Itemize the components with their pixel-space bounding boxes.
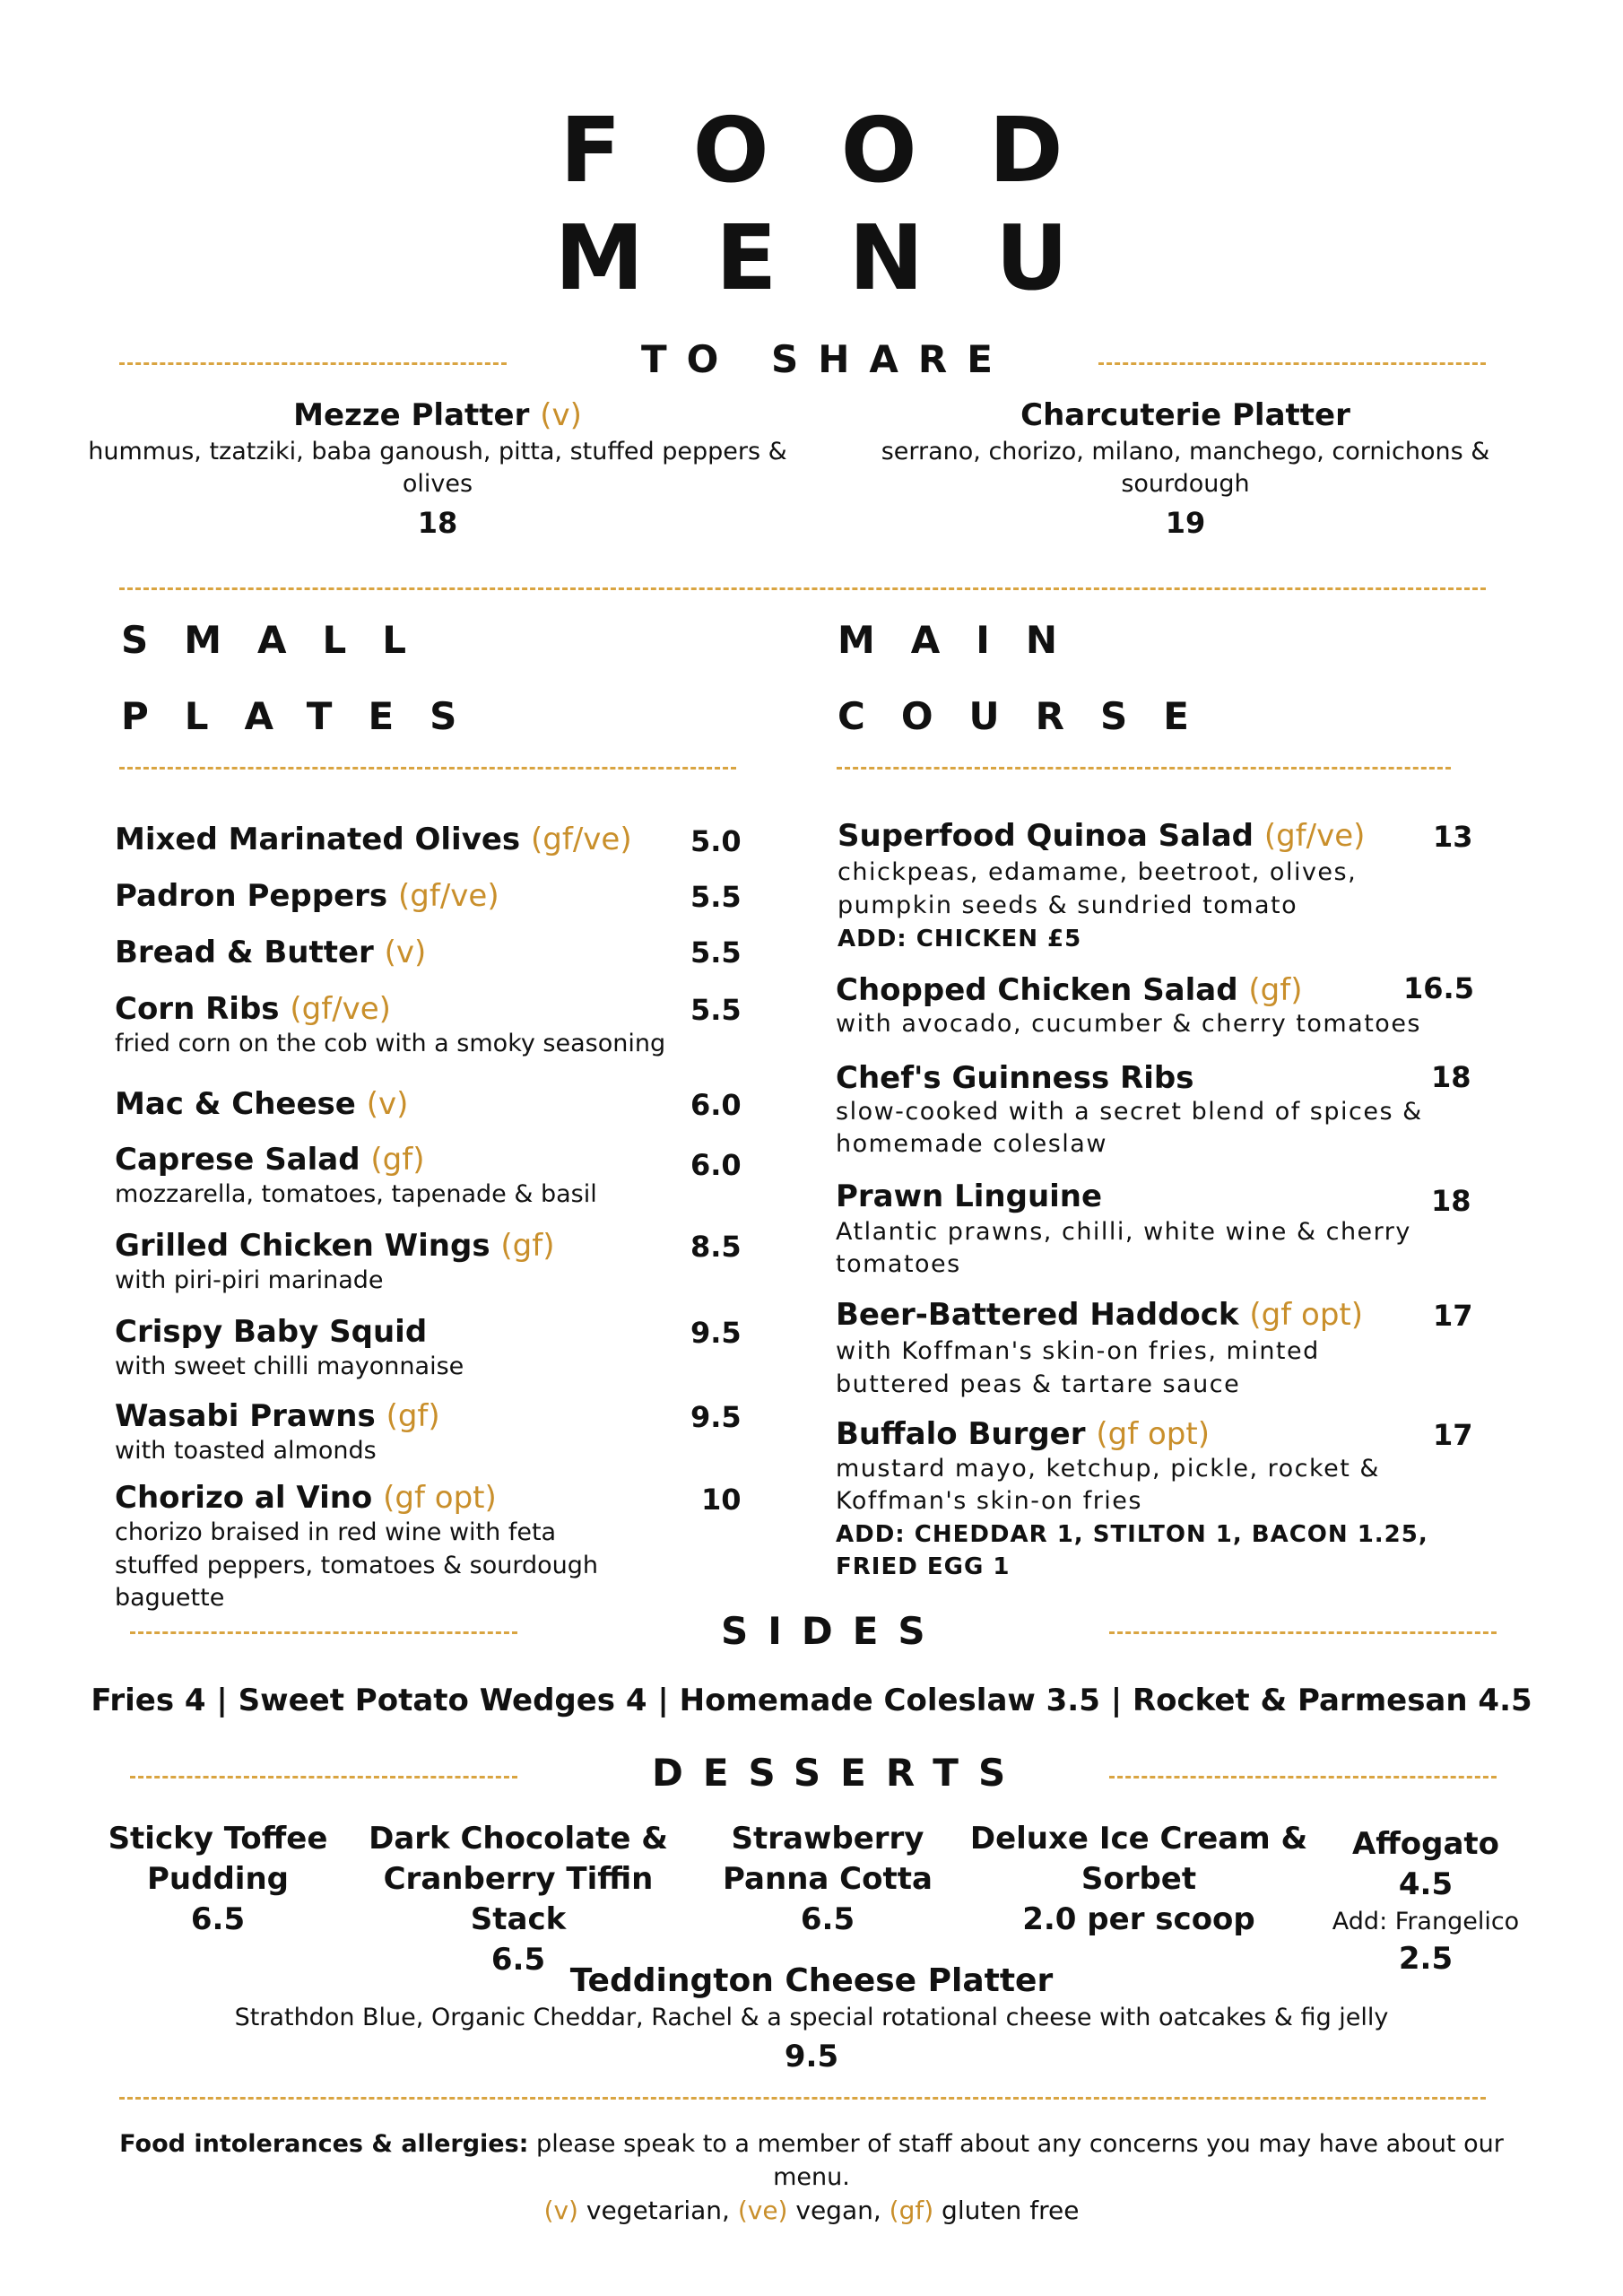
main-add: FRIED EGG 1	[836, 1553, 1011, 1580]
dessert-name: Strawberry	[731, 1821, 924, 1857]
main-name: Chopped Chicken Salad (gf)	[836, 972, 1303, 1008]
main-desc: tomatoes	[836, 1250, 961, 1278]
key-gf: (gf)	[889, 2196, 934, 2225]
desserts-rule-right	[1109, 1776, 1497, 1779]
main-desc: buttered peas & tartare sauce	[836, 1370, 1241, 1398]
small-plate-desc: stuffed peppers, tomatoes & sourdough	[115, 1552, 598, 1579]
small-plate-price: 10	[701, 1483, 742, 1517]
allergy-notice-cont: menu.	[773, 2163, 850, 2191]
small-plate-name: Bread & Butter (v)	[115, 935, 427, 970]
small-plate-desc: baguette	[115, 1584, 225, 1612]
sides-list: Fries 4 | Sweet Potato Wedges 4 | Homemade Coleslaw 3.5 | Rocket & Parmesan 4.5	[91, 1683, 1532, 1718]
main-name: Chef's Guinness Ribs	[836, 1060, 1194, 1096]
cheese-platter-name: Teddington Cheese Platter	[569, 1962, 1054, 1999]
main-price: 17	[1433, 1299, 1473, 1333]
main-desc: pumpkin seeds & sundried tomato	[838, 891, 1298, 919]
diet-tag: (gf)	[370, 1142, 425, 1178]
main-name: Superfood Quinoa Salad (gf/ve)	[838, 818, 1366, 854]
share-item-charcuterie	[818, 395, 1553, 544]
main-add: ADD: CHICKEN £5	[838, 926, 1082, 952]
small-plate-price: 8.5	[690, 1230, 742, 1264]
sides-title: SIDES	[721, 1609, 945, 1653]
item-price: 18	[417, 506, 458, 540]
dessert-price: 4.5	[1398, 1866, 1454, 1902]
dessert-tiffin-stack	[339, 1819, 698, 1980]
item-desc: serrano, chorizo, milano, manchego, cornichons &	[881, 438, 1490, 465]
cheese-platter-price: 9.5	[784, 2039, 839, 2074]
dessert-name: Cranberry Tiffin Stack	[383, 1861, 654, 1937]
key-v-label: vegetarian,	[577, 2196, 738, 2225]
main-price: 17	[1433, 1418, 1473, 1452]
share-title: TO SHARE	[641, 337, 1012, 381]
diet-tag: (gf opt)	[1096, 1416, 1210, 1452]
small-plate-desc: mozzarella, tomatoes, tapenade & basil	[115, 1180, 597, 1208]
small-plate-name: Grilled Chicken Wings (gf)	[115, 1228, 555, 1264]
small-plate-desc: with piri-piri marinade	[115, 1266, 384, 1294]
small-plate-desc: with toasted almonds	[115, 1437, 377, 1465]
diet-tag: (v)	[366, 1086, 409, 1122]
share-rule-left	[119, 362, 507, 365]
key-ve: (ve)	[737, 2196, 788, 2225]
main-desc: slow-cooked with a secret blend of spices &	[836, 1098, 1423, 1126]
dessert-sticky-toffee	[88, 1819, 348, 1940]
small-plate-name: Corn Ribs (gf/ve)	[115, 991, 391, 1027]
item-desc: olives	[402, 470, 473, 498]
share-item-mezze	[70, 395, 805, 544]
dessert-price: 6.5	[800, 1901, 855, 1937]
small-plate-price: 5.5	[690, 935, 742, 970]
dessert-name: Panna Cotta	[723, 1861, 933, 1897]
dessert-affogato	[1318, 1824, 1533, 1979]
dessert-addon: Add: Frangelico	[1332, 1908, 1520, 1935]
diet-tag: (v)	[384, 935, 427, 970]
diet-tag: (gf/ve)	[1263, 818, 1366, 854]
cheese-platter-desc: Strathdon Blue, Organic Cheddar, Rachel & a special rotational cheese with oatcakes & fig jelly	[234, 2004, 1389, 2031]
item-name: Mezze Platter	[293, 397, 530, 433]
small-plate-price: 5.5	[690, 993, 742, 1027]
diet-key	[0, 2193, 1623, 2229]
allergy-notice-text: please speak to a member of staff about any concerns you may have about our	[528, 2130, 1504, 2158]
desserts-rule-left	[130, 1776, 517, 1779]
sides-rule-left	[130, 1631, 517, 1634]
title-menu: MENU	[554, 205, 1141, 310]
small-plate-name: Caprese Salad (gf)	[115, 1142, 425, 1178]
diet-tag: (gf)	[386, 1398, 440, 1434]
dessert-panna-cotta	[716, 1819, 940, 1940]
small-plate-price: 6.0	[690, 1088, 742, 1122]
dessert-price: 6.5	[190, 1901, 246, 1937]
small-plate-price: 6.0	[690, 1148, 742, 1182]
diet-tag: (gf)	[1248, 972, 1303, 1008]
main-desc: Koffman's skin-on fries	[836, 1487, 1142, 1515]
dessert-name: Deluxe Ice Cream &	[969, 1821, 1308, 1857]
small-plate-price: 5.5	[690, 880, 742, 914]
small-plates-title-2: PLATES	[121, 694, 493, 738]
main-desc: Atlantic prawns, chilli, white wine & cherry	[836, 1218, 1411, 1246]
dessert-name: Sticky Toffee	[108, 1821, 328, 1857]
small-plate-price: 9.5	[690, 1316, 742, 1350]
dessert-name: Dark Chocolate &	[369, 1821, 668, 1857]
item-desc: hummus, tzatziki, baba ganoush, pitta, stuffed peppers &	[88, 438, 787, 465]
desserts-title: DESSERTS	[652, 1751, 1026, 1795]
share-rule-right	[1098, 362, 1486, 365]
dessert-name: Sorbet	[1081, 1861, 1197, 1897]
key-gf-label: gluten free	[933, 2196, 1080, 2225]
main-desc: homemade coleslaw	[836, 1130, 1107, 1158]
sides-rule-right	[1109, 1631, 1497, 1634]
main-price: 18	[1431, 1184, 1471, 1218]
dessert-name: Pudding	[147, 1861, 289, 1897]
main-desc: with Koffman's skin-on fries, minted	[836, 1337, 1320, 1365]
title-food: FOOD	[560, 98, 1135, 203]
small-plate-name: Mixed Marinated Olives (gf/ve)	[115, 822, 632, 857]
main-name: Beer-Battered Haddock (gf opt)	[836, 1297, 1363, 1333]
dessert-price: 2.0 per scoop	[1022, 1901, 1255, 1937]
small-plate-name: Wasabi Prawns (gf)	[115, 1398, 440, 1434]
footer-rule	[119, 2097, 1486, 2100]
key-v: (v)	[543, 2196, 578, 2225]
small-plate-price: 9.5	[690, 1400, 742, 1434]
key-ve-label: vegan,	[787, 2196, 890, 2225]
main-course-rule	[837, 767, 1451, 770]
main-desc: mustard mayo, ketchup, pickle, rocket &	[836, 1455, 1380, 1483]
main-course-title-1: MAIN	[838, 618, 1094, 662]
small-plate-desc: fried corn on the cob with a smoky seasoning	[115, 1030, 666, 1057]
main-add: ADD: CHEDDAR 1, STILTON 1, BACON 1.25,	[836, 1521, 1428, 1548]
small-plate-name: Mac & Cheese (v)	[115, 1086, 409, 1122]
item-price: 19	[1165, 506, 1206, 540]
item-desc: sourdough	[1121, 470, 1250, 498]
main-price: 13	[1433, 820, 1473, 854]
diet-tag: (gf/ve)	[398, 878, 499, 914]
main-name: Buffalo Burger (gf opt)	[836, 1416, 1210, 1452]
diet-tag: (gf)	[500, 1228, 555, 1264]
main-desc: with avocado, cucumber & cherry tomatoes	[836, 1010, 1421, 1038]
allergy-notice	[0, 2127, 1623, 2161]
small-plate-name: Padron Peppers (gf/ve)	[115, 878, 499, 914]
dessert-addon-price: 2.5	[1398, 1941, 1454, 1977]
main-desc: chickpeas, edamame, beetroot, olives,	[838, 858, 1358, 886]
main-name: Prawn Linguine	[836, 1178, 1103, 1214]
small-plate-name: Chorizo al Vino (gf opt)	[115, 1480, 497, 1516]
item-name: Charcuterie Platter	[1020, 397, 1350, 433]
diet-tag: (gf opt)	[1249, 1297, 1363, 1333]
small-plate-price: 5.0	[690, 824, 742, 858]
main-price: 18	[1431, 1060, 1471, 1094]
allergy-notice-label: Food intolerances & allergies:	[119, 2130, 529, 2158]
small-plate-desc: chorizo braised in red wine with feta	[115, 1518, 557, 1546]
small-plate-desc: with sweet chilli mayonnaise	[115, 1352, 464, 1380]
dessert-name: Affogato	[1351, 1826, 1500, 1862]
small-plate-name: Crispy Baby Squid	[115, 1314, 428, 1350]
diet-tag: (gf/ve)	[531, 822, 632, 857]
small-plates-title-1: SMALL	[121, 618, 443, 662]
main-course-title-2: COURSE	[838, 694, 1225, 738]
diet-tag: (gf opt)	[383, 1480, 497, 1516]
small-plates-rule	[119, 767, 736, 770]
divider-rule	[119, 587, 1486, 590]
dessert-price: 6.5	[490, 1942, 546, 1978]
main-price: 16.5	[1403, 971, 1474, 1005]
diet-tag: (v)	[540, 397, 582, 433]
diet-tag: (gf/ve)	[290, 991, 391, 1027]
dessert-ice-cream	[968, 1819, 1309, 1940]
